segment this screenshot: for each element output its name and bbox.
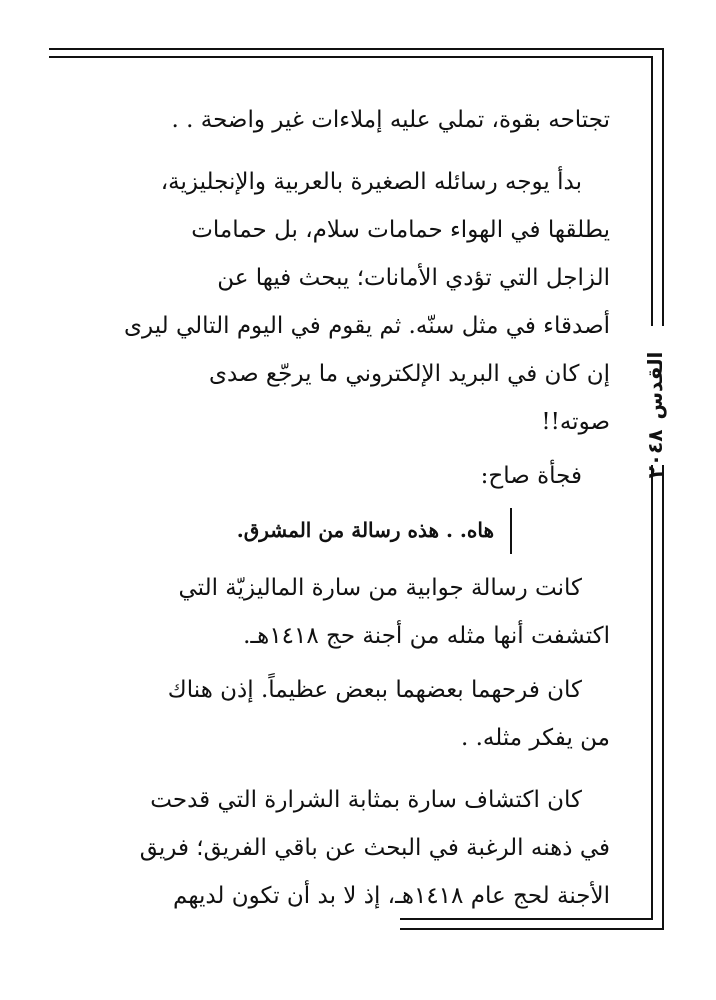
running-header — [635, 320, 675, 510]
paragraph-3-line-1: كانت رسالة جوابية من سارة الماليزيّة التي — [178, 575, 582, 601]
running-header-year: ٢٠٤٨ — [643, 429, 667, 479]
paragraph-1-line-5: إن كان في البريد الإلكتروني ما يرجّع صدى — [209, 361, 610, 387]
page-body — [110, 96, 610, 920]
running-header-title: القدس — [643, 351, 667, 420]
paragraph-1-line-1: بدأ يوجه رسائله الصغيرة بالعربية والإنجليزية، — [160, 169, 582, 195]
frame-right-upper-inner-line — [651, 56, 653, 326]
paragraph-3-line-2: اكتشفت أنها مثله من أجنة حج ١٤١٨هـ. — [243, 623, 610, 649]
frame-right-upper-outer-line — [662, 48, 664, 326]
frame-bottom-outer-line — [400, 928, 664, 930]
paragraph-1-line-2: يطلقها في الهواء حمامات سلام، بل حمامات — [191, 217, 610, 243]
quote-text: هاه. . هذه رسالة من المشرق. — [236, 518, 494, 542]
paragraph-2: فجأة صاح: — [480, 463, 582, 489]
frame-right-lower-outer-line — [662, 465, 664, 930]
paragraph-1-line-6: صوته!! — [541, 409, 610, 435]
paragraph-5-line-3: الأجنة لحج عام ١٤١٨هـ، إذ لا بد أن تكون لديهم — [173, 883, 610, 909]
paragraph-5 — [110, 776, 610, 920]
quote-block — [110, 508, 610, 558]
paragraph-1-line-3: الزاجل التي تؤدي الأمانات؛ يبحث فيها عن — [217, 265, 610, 291]
paragraph-4-line-2: من يفكر مثله. . — [460, 725, 610, 751]
paragraph-continued: تجتاحه بقوة، تملي عليه إملاءات غير واضحة . . — [171, 107, 610, 133]
paragraph-4-line-1: كان فرحهما بعضهما ببعض عظيماً. إذن هناك — [167, 677, 582, 703]
quote-bar — [510, 508, 512, 554]
paragraph-1 — [110, 158, 610, 446]
paragraph-1-line-4: أصدقاء في مثل سنّه. ثم يقوم في اليوم التالي ليرى — [124, 313, 610, 339]
frame-top-outer-line — [49, 48, 664, 50]
paragraph-5-line-1: كان اكتشاف سارة بمثابة الشرارة التي قدحت — [150, 787, 582, 813]
paragraph-3 — [110, 564, 610, 660]
paragraph-4 — [110, 666, 610, 762]
frame-right-lower-inner-line — [651, 465, 653, 920]
paragraph-5-line-2: في ذهنه الرغبة في البحث عن باقي الفريق؛ فريق — [139, 835, 610, 861]
frame-top-inner-line — [49, 56, 653, 58]
